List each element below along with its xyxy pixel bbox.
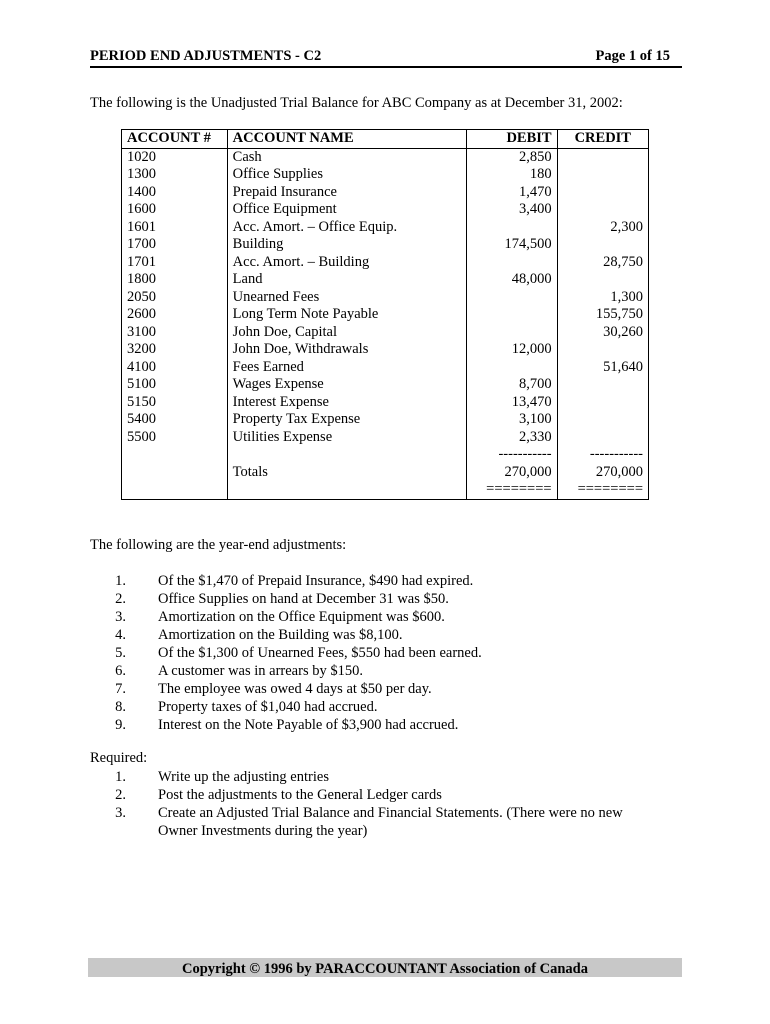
intro-text: The following is the Unadjusted Trial Balance for ABC Company as at December 31, 2002: <box>90 95 623 111</box>
account-name-cell: Interest Expense <box>227 394 466 412</box>
credit-cell: 1,300 <box>557 289 648 307</box>
credit-cell <box>557 429 648 447</box>
table-row <box>122 376 649 394</box>
credit-cell <box>557 411 648 429</box>
account-name-cell: Wages Expense <box>227 376 466 394</box>
debit-cell: 48,000 <box>467 271 557 289</box>
account-number-cell: 5500 <box>122 429 228 447</box>
account-number-cell: 5400 <box>122 411 228 429</box>
credit-cell <box>557 236 648 254</box>
item-text: A customer was in arrears by $150. <box>158 663 363 679</box>
account-name-cell: Totals <box>227 464 466 482</box>
account-number-cell: 1600 <box>122 201 228 219</box>
credit-cell <box>557 394 648 412</box>
table-row <box>122 429 649 447</box>
item-text: The employee was owed 4 days at $50 per day. <box>158 681 432 697</box>
trial-balance-table <box>121 129 649 500</box>
account-name-cell: Unearned Fees <box>227 289 466 307</box>
debit-cell: 1,470 <box>467 184 557 202</box>
debit-cell: 174,500 <box>467 236 557 254</box>
account-name-cell: Office Supplies <box>227 166 466 184</box>
account-name-cell: Acc. Amort. – Office Equip. <box>227 219 466 237</box>
item-number: 2. <box>115 591 126 607</box>
account-name-cell: Land <box>227 271 466 289</box>
table-row <box>122 201 649 219</box>
account-number-cell: 1300 <box>122 166 228 184</box>
col-header-account-number: ACCOUNT # <box>122 130 228 149</box>
item-number: 9. <box>115 717 126 733</box>
account-name-cell: Prepaid Insurance <box>227 184 466 202</box>
credit-cell <box>557 166 648 184</box>
account-number-cell: 5100 <box>122 376 228 394</box>
account-number-cell: 3100 <box>122 324 228 342</box>
account-name-cell <box>227 446 466 464</box>
totals-row <box>122 464 649 482</box>
debit-cell: 180 <box>467 166 557 184</box>
debit-cell <box>467 289 557 307</box>
account-name-cell: Building <box>227 236 466 254</box>
account-name-cell: Utilities Expense <box>227 429 466 447</box>
credit-cell <box>557 148 648 166</box>
table-row <box>122 306 649 324</box>
account-number-cell <box>122 464 228 482</box>
item-number: 2. <box>115 787 126 803</box>
table-header-row <box>122 130 649 149</box>
item-number: 1. <box>115 573 126 589</box>
item-text: Interest on the Note Payable of $3,900 had accrued. <box>158 717 459 733</box>
debit-cell <box>467 306 557 324</box>
item-number: 1. <box>115 769 126 785</box>
table-row <box>122 166 649 184</box>
table-row <box>122 359 649 377</box>
account-number-cell: 1701 <box>122 254 228 272</box>
account-number-cell: 4100 <box>122 359 228 377</box>
table-row <box>122 271 649 289</box>
account-number-cell: 1020 <box>122 148 228 166</box>
credit-cell <box>557 271 648 289</box>
credit-cell <box>557 341 648 359</box>
account-name-cell: Long Term Note Payable <box>227 306 466 324</box>
col-header-credit: CREDIT <box>557 130 648 149</box>
debit-cell: 13,470 <box>467 394 557 412</box>
item-text: Of the $1,300 of Unearned Fees, $550 had been earned. <box>158 645 482 661</box>
debit-cell <box>467 219 557 237</box>
item-text: Create an Adjusted Trial Balance and Financial Statements. (There were no new <box>158 805 623 821</box>
adjustments-intro: The following are the year-end adjustments: <box>90 537 347 553</box>
item-number: 7. <box>115 681 126 697</box>
item-text: Of the $1,470 of Prepaid Insurance, $490 had expired. <box>158 573 474 589</box>
credit-cell <box>557 184 648 202</box>
debit-cell: ======== <box>467 481 557 499</box>
double-rule-row <box>122 481 649 499</box>
account-number-cell: 1700 <box>122 236 228 254</box>
table-row <box>122 219 649 237</box>
table-row <box>122 341 649 359</box>
account-name-cell: Office Equipment <box>227 201 466 219</box>
credit-cell <box>557 201 648 219</box>
debit-cell <box>467 324 557 342</box>
credit-cell: 30,260 <box>557 324 648 342</box>
account-name-cell: Cash <box>227 148 466 166</box>
account-name-cell: Acc. Amort. – Building <box>227 254 466 272</box>
table-row <box>122 324 649 342</box>
debit-cell: ----------- <box>467 446 557 464</box>
table-row <box>122 254 649 272</box>
account-number-cell <box>122 446 228 464</box>
item-text: Amortization on the Building was $8,100. <box>158 627 403 643</box>
credit-cell: ----------- <box>557 446 648 464</box>
page-number: Page 1 of 15 <box>595 48 670 64</box>
item-text: Post the adjustments to the General Ledger cards <box>158 787 442 803</box>
table-row <box>122 236 649 254</box>
credit-cell <box>557 376 648 394</box>
table-row <box>122 184 649 202</box>
credit-cell: 28,750 <box>557 254 648 272</box>
credit-cell: 2,300 <box>557 219 648 237</box>
debit-cell: 2,330 <box>467 429 557 447</box>
account-number-cell: 3200 <box>122 341 228 359</box>
required-label: Required: <box>90 750 148 766</box>
table-row <box>122 394 649 412</box>
credit-cell: 51,640 <box>557 359 648 377</box>
item-number: 8. <box>115 699 126 715</box>
table-row <box>122 148 649 166</box>
account-number-cell: 1400 <box>122 184 228 202</box>
item-number: 4. <box>115 627 126 643</box>
item-text: Property taxes of $1,040 had accrued. <box>158 699 378 715</box>
debit-cell: 8,700 <box>467 376 557 394</box>
credit-cell: 155,750 <box>557 306 648 324</box>
account-name-cell: Property Tax Expense <box>227 411 466 429</box>
table-row <box>122 289 649 307</box>
item-text: Office Supplies on hand at December 31 was $50. <box>158 591 449 607</box>
item-number: 6. <box>115 663 126 679</box>
table-row <box>122 411 649 429</box>
item-number: 3. <box>115 805 126 821</box>
account-number-cell: 1800 <box>122 271 228 289</box>
debit-cell <box>467 254 557 272</box>
account-number-cell: 1601 <box>122 219 228 237</box>
account-name-cell <box>227 481 466 499</box>
account-number-cell: 2050 <box>122 289 228 307</box>
debit-cell <box>467 359 557 377</box>
account-number-cell <box>122 481 228 499</box>
item-number: 5. <box>115 645 126 661</box>
copyright-footer: Copyright © 1996 by PARACCOUNTANT Association of Canada <box>88 958 682 977</box>
account-number-cell: 5150 <box>122 394 228 412</box>
item-number: 3. <box>115 609 126 625</box>
item-text: Amortization on the Office Equipment was $600. <box>158 609 445 625</box>
page-header <box>90 48 682 68</box>
account-name-cell: Fees Earned <box>227 359 466 377</box>
item-text: Owner Investments during the year) <box>158 823 368 839</box>
account-number-cell: 2600 <box>122 306 228 324</box>
document-title: PERIOD END ADJUSTMENTS - C2 <box>90 48 322 64</box>
col-header-account-name: ACCOUNT NAME <box>227 130 466 149</box>
debit-cell: 12,000 <box>467 341 557 359</box>
debit-cell: 3,100 <box>467 411 557 429</box>
account-name-cell: John Doe, Capital <box>227 324 466 342</box>
subtotal-rule-row <box>122 446 649 464</box>
debit-cell: 3,400 <box>467 201 557 219</box>
debit-cell: 2,850 <box>467 148 557 166</box>
item-text: Write up the adjusting entries <box>158 769 329 785</box>
credit-cell: ======== <box>557 481 648 499</box>
col-header-debit: DEBIT <box>467 130 557 149</box>
account-name-cell: John Doe, Withdrawals <box>227 341 466 359</box>
credit-cell: 270,000 <box>557 464 648 482</box>
debit-cell: 270,000 <box>467 464 557 482</box>
